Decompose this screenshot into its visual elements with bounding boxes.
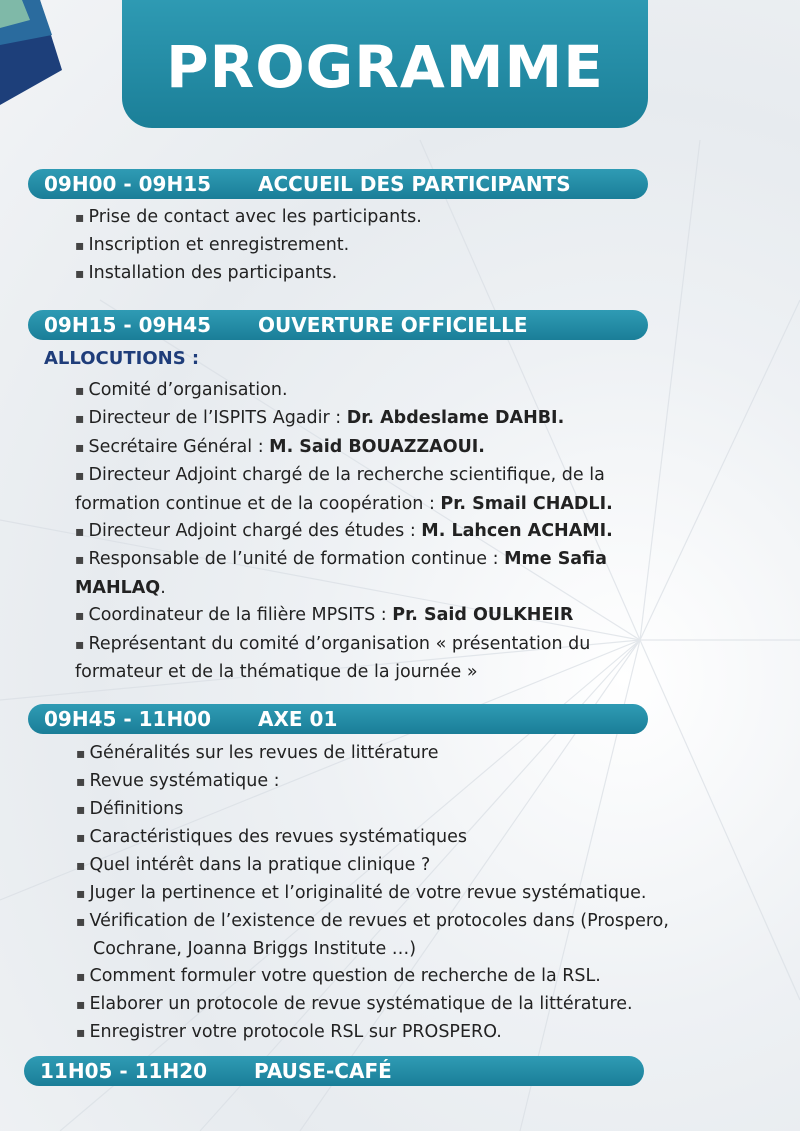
list-item: ▪ Directeur Adjoint chargé de la recherche scientifique, de la: [75, 462, 613, 490]
allocutions-heading: ALLOCUTIONS :: [44, 348, 200, 369]
section-label: OUVERTURE OFFICIELLE: [258, 313, 528, 337]
list-item-continuation: Cochrane, Joanna Briggs Institute …): [93, 939, 417, 959]
list-item: ▪ Vérification de l’existence de revues et protocoles dans (Prospero,: [76, 908, 669, 936]
section-bar-accueil: [28, 169, 648, 199]
list-item: ▪ Comment formuler votre question de recherche de la RSL.: [76, 963, 669, 991]
list-item-continuation: formateur et de la thématique de la journée »: [75, 662, 478, 683]
list-item: ▪ Généralités sur les revues de littérature: [76, 740, 669, 768]
list-item: ▪ Directeur de l’ISPITS Agadir : Dr. Abdeslame DAHBI.: [75, 405, 613, 433]
section-bar-pause-cafe: [24, 1056, 644, 1086]
list-item: ▪ Prise de contact avec les participants.: [75, 204, 422, 232]
section-bar-axe-01: [28, 704, 648, 734]
list-item: ▪ Caractéristiques des revues systématiques: [76, 824, 669, 852]
section-bar-ouverture: [28, 310, 648, 340]
page-header: [122, 0, 648, 128]
corner-book-decoration: [0, 0, 80, 110]
list-item: ▪ Inscription et enregistrement.: [75, 232, 422, 260]
list-item: ▪ Revue systématique :: [76, 768, 669, 796]
allocutions-list: [75, 377, 613, 686]
accueil-list: [75, 204, 422, 288]
section-label: PAUSE-CAFÉ: [254, 1059, 392, 1083]
page-title: PROGRAMME: [166, 33, 604, 101]
list-item: ▪ Représentant du comité d’organisation « présentation du: [75, 631, 613, 659]
section-time: 11H05 - 11H20: [40, 1059, 208, 1083]
list-item: ▪ Comité d’organisation.: [75, 377, 613, 405]
section-time: 09H00 - 09H15: [44, 172, 212, 196]
axe-01-list: [76, 740, 669, 1047]
list-item: ▪ Elaborer un protocole de revue systématique de la littérature.: [76, 991, 669, 1019]
list-item: ▪ Responsable de l’unité de formation continue : Mme Safia: [75, 546, 613, 574]
list-item: ▪ Juger la pertinence et l’originalité de votre revue systématique.: [76, 880, 669, 908]
section-label: ACCUEIL DES PARTICIPANTS: [258, 172, 571, 196]
list-item: ▪ Définitions: [76, 796, 669, 824]
list-item-continuation: MAHLAQ.: [75, 577, 166, 598]
list-item: ▪ Secrétaire Général : M. Said BOUAZZAOUI.: [75, 434, 613, 462]
list-item: ▪ Quel intérêt dans la pratique clinique ?: [76, 852, 669, 880]
section-label: AXE 01: [258, 707, 338, 731]
section-time: 09H45 - 11H00: [44, 707, 212, 731]
list-item: ▪ Enregistrer votre protocole RSL sur PROSPERO.: [76, 1019, 669, 1047]
section-time: 09H15 - 09H45: [44, 313, 212, 337]
list-item: ▪ Installation des participants.: [75, 260, 422, 288]
list-item: ▪ Directeur Adjoint chargé des études : M. Lahcen ACHAMI.: [75, 518, 613, 546]
list-item-continuation: formation continue et de la coopération : Pr. Smail CHADLI.: [75, 493, 613, 514]
list-item: ▪ Coordinateur de la filière MPSITS : Pr. Said OULKHEIR: [75, 602, 613, 630]
